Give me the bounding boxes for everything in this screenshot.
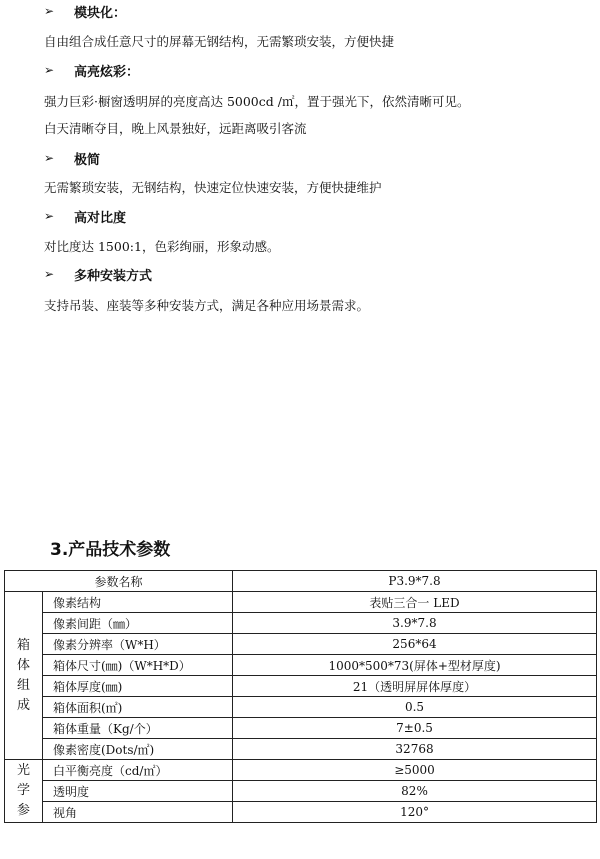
param-name: 箱体尺寸(㎜)（W*H*D） <box>43 655 233 676</box>
param-name: 像素密度(Dots/㎡) <box>43 739 233 760</box>
param-value: 7±0.5 <box>233 718 597 739</box>
arrow-bullet-icon: ➢ <box>44 267 55 281</box>
table-row <box>5 676 597 697</box>
table-row <box>5 718 597 739</box>
group-label-optical: 光 学 参 <box>5 760 43 823</box>
param-value: 82% <box>233 781 597 802</box>
table-row <box>5 781 597 802</box>
arrow-bullet-icon: ➢ <box>44 4 55 18</box>
group-label-cabinet: 箱 体 组 成 <box>5 592 43 760</box>
feature-minimal <box>44 147 584 169</box>
arrow-bullet-icon: ➢ <box>44 209 55 223</box>
param-name: 箱体厚度(㎜) <box>43 676 233 697</box>
param-value: 256*64 <box>233 634 597 655</box>
feature-install <box>44 263 584 285</box>
param-name: 箱体面积(㎡) <box>43 697 233 718</box>
param-name: 像素结构 <box>43 592 233 613</box>
param-name: 视角 <box>43 802 233 823</box>
feature-heading <box>44 59 584 81</box>
param-value: 120° <box>233 802 597 823</box>
param-value: ≥5000 <box>233 760 597 781</box>
table-header-row <box>5 571 597 592</box>
feature-title: 高亮炫彩： <box>74 64 140 80</box>
table-row <box>5 697 597 718</box>
param-name: 像素分辨率（W*H） <box>43 634 233 655</box>
table-row <box>5 760 597 781</box>
section-title: 3.产品技术参数 <box>50 540 171 560</box>
feature-modular <box>44 0 584 22</box>
param-value: 3.9*7.8 <box>233 613 597 634</box>
param-name: 白平衡亮度（cd/㎡） <box>43 760 233 781</box>
table-row <box>5 655 597 676</box>
feature-heading <box>44 205 584 227</box>
arrow-bullet-icon: ➢ <box>44 151 55 165</box>
feature-contrast <box>44 205 584 227</box>
param-name: 像素间距（㎜） <box>43 613 233 634</box>
table-row <box>5 802 597 823</box>
feature-title: 多种安装方式 <box>74 268 153 284</box>
param-name: 透明度 <box>43 781 233 802</box>
feature-heading <box>44 263 584 285</box>
feature-heading <box>44 0 584 22</box>
feature-text: 对比度达 1500:1，色彩绚丽，形象动感。 <box>44 239 280 254</box>
table-row <box>5 739 597 760</box>
param-value: 32768 <box>233 739 597 760</box>
feature-title: 模块化： <box>74 5 127 21</box>
spec-table <box>4 570 597 823</box>
feature-text: 强力巨彩·橱窗透明屏的亮度高达 5000cd /㎡，置于强光下，依然清晰可见。 <box>44 94 470 109</box>
table-row <box>5 592 597 613</box>
param-value: 21（透明屏屏体厚度） <box>233 676 597 697</box>
param-value: 0.5 <box>233 697 597 718</box>
header-param-name: 参数名称 <box>5 571 233 592</box>
feature-text: 无需繁琐安装，无钢结构，快速定位快速安装，方便快捷维护 <box>44 180 382 195</box>
feature-title: 极简 <box>74 152 101 168</box>
param-value: 1000*500*73(屏体+型材厚度) <box>233 655 597 676</box>
param-value: 表贴三合一 LED <box>233 592 597 613</box>
feature-heading <box>44 147 584 169</box>
table-row <box>5 613 597 634</box>
feature-text: 白天清晰夺目，晚上风景独好，远距离吸引客流 <box>44 121 307 136</box>
feature-brightness <box>44 59 584 81</box>
param-name: 箱体重量（Kg/个） <box>43 718 233 739</box>
header-model: P3.9*7.8 <box>233 571 597 592</box>
arrow-bullet-icon: ➢ <box>44 63 55 77</box>
feature-title: 高对比度 <box>74 210 127 226</box>
table-row <box>5 634 597 655</box>
feature-text: 支持吊装、座装等多种安装方式，满足各种应用场景需求。 <box>44 298 370 313</box>
feature-text: 自由组合成任意尺寸的屏幕无钢结构，无需繁琐安装，方便快捷 <box>44 34 395 49</box>
